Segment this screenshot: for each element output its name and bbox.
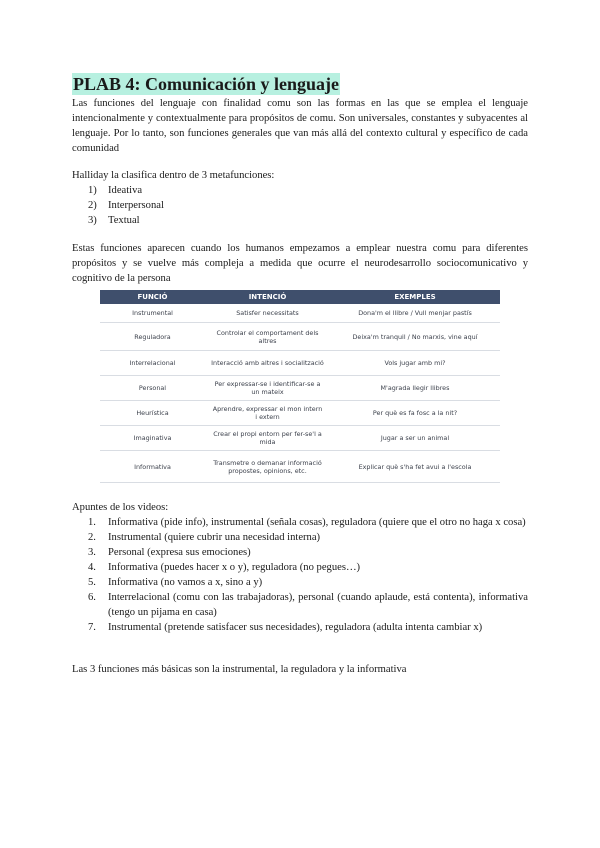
list-text: Textual: [108, 215, 140, 226]
table-row: [100, 376, 500, 401]
table-row: [100, 401, 500, 426]
list-item: [72, 183, 528, 198]
list-text: Informativa (no vamos a x, sino a y): [108, 577, 263, 588]
table-cell: M'agrada llegir llibres: [380, 384, 450, 392]
table-cell: Interacció amb altres i socialització: [211, 359, 324, 367]
list-number: 7.: [88, 622, 96, 633]
table-cell: Informativa: [134, 462, 171, 471]
list-text: Instrumental (pretende satisfacer sus necesidades), reguladora (adulta intenta cambiar x): [108, 622, 483, 633]
list-number: 3): [88, 215, 97, 226]
conclusion-paragraph: Las 3 funciones más básicas son la instrumental, la reguladora y la informativa: [72, 664, 407, 675]
table-cell: Satisfer necessitats: [236, 309, 299, 317]
table-cell: Dona'm el llibre / Vull menjar pastís: [358, 309, 472, 317]
list-text: Interpersonal: [108, 200, 164, 211]
list-text: Ideativa: [108, 185, 143, 196]
list-item: [72, 590, 528, 620]
table-cell: Jugar a ser un animal: [380, 434, 450, 442]
table-header-cell: EXEMPLES: [394, 293, 436, 301]
functions-paragraph: Estas funciones aparecen cuando los humanos empezamos a emplear nuestra comu para diferentes propósitos y se vuelve más compleja a medida que ocurre el neurodesarrollo sociocomunicativo y cognitivo de la persona: [72, 243, 528, 284]
page-title: PLAB 4: Comunicación y lenguaje: [73, 74, 340, 94]
list-item: [72, 575, 528, 590]
videos-intro: Apuntes de los videos:: [72, 502, 169, 513]
list-text: Informativa (pide info), instrumental (señala cosas), reguladora (quiere que el otro no haga x cosa): [108, 517, 526, 528]
table-row: [100, 426, 500, 451]
list-number: 4.: [88, 562, 96, 573]
list-text: Interrelacional (comu con las trabajadoras), personal (cuando aplaude, está contenta), informativa (tengo un pijama en casa): [108, 592, 528, 618]
table-cell: Crear el propi entorn per fer-se'l a mida: [213, 430, 322, 446]
list-item: [72, 560, 528, 575]
halliday-intro: Halliday la clasifica dentro de 3 metafunciones:: [72, 170, 275, 181]
list-item: [72, 198, 528, 213]
list-text: Informativa (puedes hacer x o y), reguladora (no pegues…): [108, 562, 361, 573]
list-number: 5.: [88, 577, 96, 588]
table-cell: Per expressar-se i identificar-se a un mateix: [214, 380, 321, 396]
table-header-cell: INTENCIÓ: [248, 293, 287, 301]
list-text: Instrumental (quiere cubrir una necesidad interna): [108, 532, 321, 543]
table-cell: Heurística: [136, 409, 169, 417]
table-row: [100, 451, 500, 483]
list-number: 1.: [88, 517, 96, 528]
table-cell: Imaginativa: [133, 434, 172, 442]
table-cell: Explicar què s'ha fet avui a l'escola: [358, 462, 472, 471]
list-item: [72, 620, 528, 635]
table-cell: Instrumental: [132, 309, 173, 317]
list-number: 2): [88, 200, 97, 211]
metafunctions-list: [72, 183, 528, 228]
table-cell: Controlar el comportament dels altres: [216, 328, 319, 345]
table-cell: Personal: [138, 384, 167, 392]
table-cell: Vols jugar amb mi?: [384, 359, 446, 367]
table-header-cell: FUNCIÓ: [137, 293, 168, 301]
table-header-row: [100, 290, 500, 304]
intro-paragraph: Las funciones del lenguaje con finalidad comu son las formas en las que se emplea el lenguaje intencionalmente y contextualmente para propósitos de comu. Son universales, constantes y subyacentes al lenguaje. Por lo tanto, son funciones generales que van más allá del contexto cultural y específico de cada comunidad: [72, 98, 528, 154]
list-number: 3.: [88, 547, 96, 558]
list-item: [72, 545, 528, 560]
table-cell: Aprendre, expressar el mon intern i extern: [212, 405, 323, 421]
table-cell: Reguladora: [134, 332, 171, 341]
table-row: [100, 304, 500, 323]
list-item: [72, 213, 528, 228]
table-row: [100, 351, 500, 376]
table-cell: Transmetre o demanar informació propostes, opinions, etc.: [213, 458, 322, 475]
list-item: [72, 515, 528, 530]
list-number: 6.: [88, 592, 96, 603]
table-cell: Per què es fa fosc a la nit?: [372, 409, 458, 417]
list-text: Personal (expresa sus emociones): [108, 547, 251, 558]
table-cell: Deixa'm tranquil / No marxis, vine aquí: [352, 332, 478, 341]
list-item: [72, 530, 528, 545]
table-row: [100, 323, 500, 351]
list-number: 1): [88, 185, 97, 196]
list-number: 2.: [88, 532, 96, 543]
table-cell: Interrelacional: [129, 359, 176, 367]
functions-table: [100, 290, 500, 478]
video-notes-list: [72, 515, 528, 635]
